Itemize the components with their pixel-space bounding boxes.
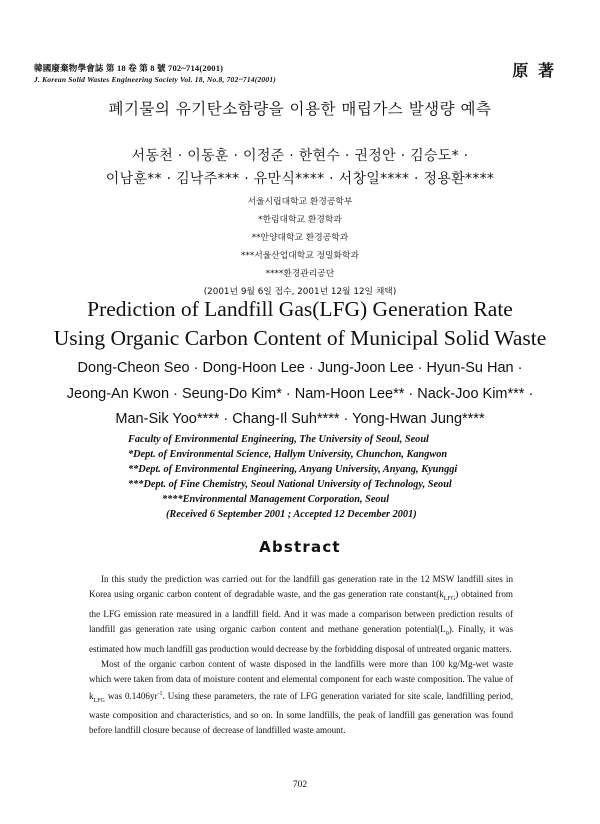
- korean-received-date: (2001년 9월 6일 접수, 2001년 12월 12일 채택): [203, 287, 397, 297]
- page-number: 702: [292, 780, 308, 790]
- journal-english-citation: J. Korean Solid Wastes Engineering Society Vol. 18, No.8, 702~714(2001): [34, 75, 276, 84]
- abstract-paragraph-1: [89, 572, 513, 657]
- korean-affiliations: [0, 193, 600, 301]
- english-received-date: (Received 6 September 2001 ; Accepted 12 December 2001): [166, 509, 417, 520]
- abstract-text: In this study the prediction was carried out for the landfill gas generation rate in the 12 MSW landfill sites in Korea using organic carbon content of degradable waste, and the gas generation rate constant(k: [89, 574, 513, 599]
- korean-title: 폐기물의 유기탄소함량을 이용한 매립가스 발생량 예측: [108, 100, 492, 118]
- english-affiliation: *Dept. of Environmental Science, Hallym University, Chunchon, Kangwon: [128, 449, 448, 460]
- english-authors-line-3: Man-Sik Yoo**** · Chang-Il Suh**** · Yong-Hwan Jung****: [115, 411, 485, 427]
- korean-affiliation: ***서울산업대학교 정밀화학과: [241, 251, 359, 261]
- english-title: [0, 295, 600, 353]
- abstract-text: Most of the organic carbon content of waste disposed in the landfills were more than 100 kg/Mg-wet waste which were taken from data of moisture content and elemental component for each waste composition. The value of k: [89, 658, 513, 701]
- english-affiliation: ****Environmental Management Corporation, Seoul: [162, 494, 390, 505]
- korean-affiliation: ****환경관리공단: [265, 269, 335, 279]
- abstract-paragraph-2: [89, 657, 513, 739]
- korean-affiliation: **안양대학교 환경공학과: [251, 233, 349, 243]
- abstract-text: . Using these parameters, the rate of LFG generation variated for site scale, landfilling period, waste composition and characteristics, and so on. In some landfills, the peak of landfill gas generation was found before landfill closure because of decrease of landfilled waste amount.: [89, 690, 513, 736]
- english-title-line-1: Prediction of Landfill Gas(LFG) Generation Rate: [87, 297, 513, 321]
- abstract-text: was 0.1406yr: [104, 690, 158, 701]
- journal-korean-citation: 韓國廢棄物學會誌 第 18 卷 第 8 號 702~714(2001): [34, 63, 224, 73]
- abstract-subscript: LFG: [93, 697, 105, 704]
- abstract-body: [89, 572, 513, 738]
- korean-affiliation: 서울시립대학교 환경공학부: [247, 197, 353, 207]
- korean-affiliation: *한림대학교 환경학과: [258, 215, 342, 225]
- korean-authors-line-2: 이남훈** · 김낙주*** · 유만식**** · 서창일**** · 정용환****: [105, 171, 495, 187]
- abstract-text: ) obtained from the LFG emission rate measured in a landfill field. And it was made a comparison between prediction results of landfill gas generation rate using organic carbon content and methane generation potential(L: [89, 589, 513, 634]
- article-type-badge: 原 著: [512, 61, 556, 80]
- english-affiliation: Faculty of Environmental Engineering, The University of Seoul, Seoul: [128, 434, 429, 445]
- abstract-subscript: LFG: [443, 595, 456, 602]
- english-authors: [0, 356, 600, 433]
- english-authors-line-1: Dong-Cheon Seo · Dong-Hoon Lee · Jung-Joon Lee · Hyun-Su Han ·: [77, 360, 523, 376]
- english-affiliation: ***Dept. of Fine Chemistry, Seoul National University of Technology, Seoul: [128, 479, 452, 490]
- abstract-superscript: -1: [157, 690, 163, 697]
- abstract-subscript: 0: [445, 630, 449, 637]
- korean-authors-line-1: 서동천 · 이동훈 · 이정준 · 한현수 · 권정안 · 김승도* ·: [131, 148, 469, 164]
- english-affiliations: [128, 432, 500, 522]
- abstract-text: ). Finally, it was estimated how much landfill gas production would decrease by the forbidding disposal of untreated organic matters.: [89, 623, 513, 654]
- english-authors-line-2: Jeong-An Kwon · Seung-Do Kim* · Nam-Hoon Lee** · Nack-Joo Kim*** ·: [66, 385, 534, 402]
- english-title-line-2: Using Organic Carbon Content of Municipal Solid Waste: [53, 326, 547, 350]
- english-affiliation: **Dept. of Environmental Engineering, Anyang University, Anyang, Kyunggi: [128, 464, 458, 475]
- abstract-heading: Abstract: [259, 538, 341, 556]
